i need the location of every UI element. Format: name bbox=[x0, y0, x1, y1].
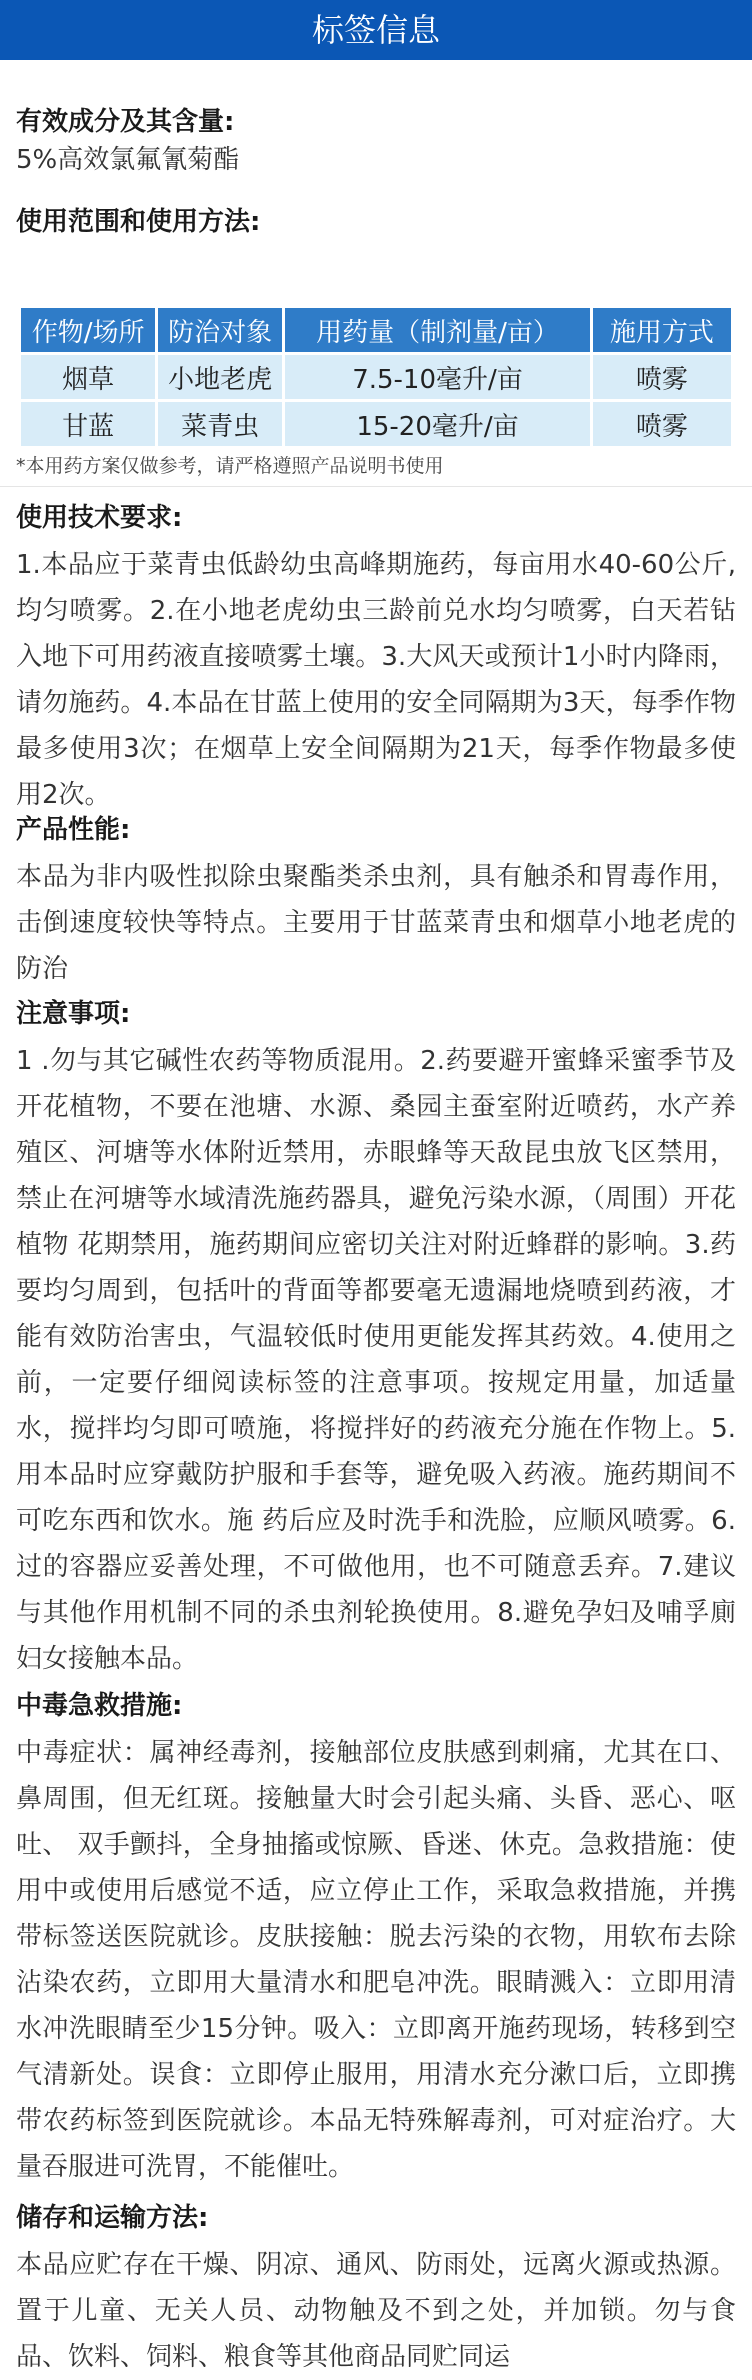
usage-col-dosage: 用药量（制剂量/亩） bbox=[285, 308, 590, 352]
precautions-heading: 注意事项: bbox=[16, 999, 131, 1029]
table-cell-dosage: 15-20毫升/亩 bbox=[285, 402, 590, 446]
divider bbox=[0, 486, 752, 487]
table-cell-target: 菜青虫 bbox=[158, 402, 282, 446]
storage-heading: 储存和运输方法: bbox=[16, 2203, 209, 2233]
storage-section bbox=[16, 2200, 736, 2380]
storage-text: 本品应贮存在干燥、阴凉、通风、防雨处，远离火源或热源。置于儿童、无关人员、动物触及不到之处，并加锁。勿与食品、饮料、饲料、粮食等其他商品同贮同运 bbox=[16, 2250, 736, 2372]
usage-col-crop: 作物/场所 bbox=[21, 308, 155, 352]
table-cell-method: 喷雾 bbox=[593, 402, 731, 446]
performance-text: 本品为非内吸性拟除虫聚酯类杀虫剂，具有触杀和胃毒作用，击倒速度较快等特点。主要用于甘蓝菜青虫和烟草小地老虎的防治 bbox=[16, 862, 736, 984]
usage-table-header-row bbox=[21, 308, 731, 352]
performance-heading: 产品性能: bbox=[16, 815, 131, 845]
tech-heading: 使用技术要求: bbox=[16, 503, 183, 533]
tech-section bbox=[16, 500, 736, 818]
ingredients-section bbox=[16, 104, 736, 180]
scope-heading: 使用范围和使用方法: bbox=[16, 207, 261, 237]
table-cell-method: 喷雾 bbox=[593, 355, 731, 399]
table-cell-crop: 甘蓝 bbox=[21, 402, 155, 446]
usage-col-method: 施用方式 bbox=[593, 308, 731, 352]
first-aid-text: 中毒症状：属神经毒剂，接触部位皮肤感到刺痛，尤其在口、鼻周围，但无红斑。接触量大时会引起头痛、头昏、恶心、呕吐、 双手颤抖，全身抽搐或惊厥、昏迷、休克。急救措施：使用中或使用后感觉不适，应立停止工作，采取急救措施，并携带标签送医院就诊。皮肤接触：脱去污染的衣物，用软布去除沾染农药，立即用大量清水和肥皂冲洗。眼睛溅入：立即用清水冲洗眼睛至少15分钟。吸入：立即离开施药现场，转移到空气清新处。误食：立即停止服用，用清水充分漱口后，立即携带农药标签到医院就诊。本品无特殊解毒剂，可对症治疗。大量吞服进可洗胃，不能催吐。 bbox=[16, 1738, 736, 2182]
table-cell-crop: 烟草 bbox=[21, 355, 155, 399]
table-cell-dosage: 7.5-10毫升/亩 bbox=[285, 355, 590, 399]
usage-col-target: 防治对象 bbox=[158, 308, 282, 352]
table-row bbox=[21, 402, 731, 446]
first-aid-heading: 中毒急救措施: bbox=[16, 1691, 183, 1721]
precautions-text: 1 .勿与其它碱性农药等物质混用。2.药要避开蜜蜂采蜜季节及开花植物，不要在池塘、水源、桑园主蚕室附近喷药，水产养殖区、河塘等水体附近禁用，赤眼蜂等天敌昆虫放飞区禁用，禁止在河塘等水域清洗施药器具，避免污染水源，（周围）开花植物 花期禁用，施药期间应密切关注对附近蜂群的影响。3.药要均匀周到，包括叶的背面等都要毫无遗漏地烧喷到药液，才能有效防治害虫，气温较低时使用更能发挥其药效。4.使用之前，一定要仔细阅读标签的注意事项。按规定用量，加适量水，搅拌均匀即可喷施，将搅拌好的药液充分施在作物上。5.用本品时应穿戴防护服和手套等，避免吸入药液。施药期间不可吃东西和饮水。施 药后应及时洗手和洗脸，应顺风喷雾。6.过的容器应妥善处理，不可做他用，也不可随意丢弃。7.建议与其他作用机制不同的杀虫剂轮换使用。8.避免孕妇及哺孚廁妇女接触本品。 bbox=[16, 1046, 736, 1674]
usage-table bbox=[18, 305, 734, 449]
scope-section bbox=[16, 204, 736, 240]
performance-section bbox=[16, 812, 736, 992]
tech-text: 1.本品应于菜青虫低龄幼虫高峰期施药，每亩用水40-60公斤,均匀喷雾。2.在小地老虎幼虫三龄前兑水均匀喷雾，白天若钻入地下可用药液直接喷雾土壤。3.大风天或预计1小时内降雨，请勿施药。4.本品在甘蓝上使用的安全同隔期为3天，每季作物最多使用3次；在烟草上安全间隔期为21天，每季作物最多使用2次。 bbox=[16, 550, 736, 810]
usage-note: *本用药方案仅做参考，请严格遵照产品说明书使用 bbox=[16, 455, 444, 477]
first-aid-section bbox=[16, 1688, 736, 2190]
precautions-section bbox=[16, 996, 736, 1682]
ingredients-heading: 有效成分及其含量: bbox=[16, 107, 235, 137]
ingredients-value: 5%高效氯氟氰菊酯 bbox=[16, 145, 240, 175]
page-header bbox=[0, 0, 752, 60]
table-row bbox=[21, 355, 731, 399]
table-cell-target: 小地老虎 bbox=[158, 355, 282, 399]
page-title: 标签信息 bbox=[311, 11, 440, 49]
